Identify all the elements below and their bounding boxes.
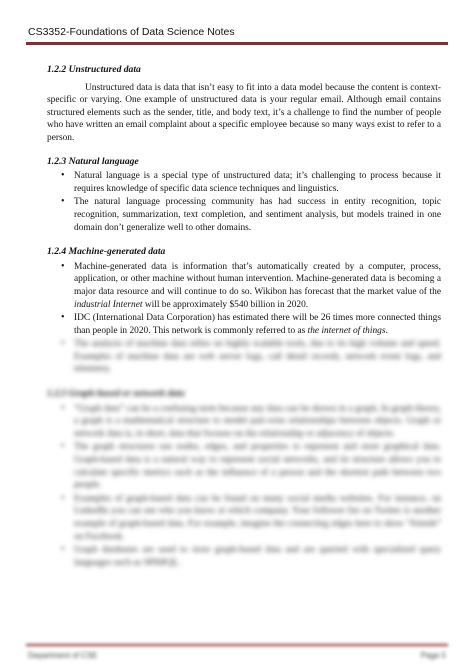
section-heading: 1.2.4 Machine-generated data [47, 246, 166, 258]
bullet-list [47, 403, 441, 570]
list-item: • Natural language is a special type of unstructured data; it’s challenging to process because it requires knowledge of specific data science techniques and linguistics. [74, 170, 441, 195]
text-run: IDC (International Data Corporation) has estimated there will be 26 times more connected things than people in 2020. This network is commonly referred to as [74, 313, 441, 336]
section-unstructured-data [47, 64, 441, 145]
text-run: . [385, 325, 388, 336]
section-heading: 1.2.5 Graph-based or network data [47, 388, 185, 400]
list-item [74, 312, 441, 337]
paragraph: Unstructured data is data that isn’t easy to fit into a data model because the content is context-specific or varying. One example of unstructured data is your regular email. Although email contains structured elements such as the sender, title, and body text, it’s a challenge to find the number of people who have written an email complaint about a specific employee because so many ways exist to refer to a person. [47, 82, 441, 143]
header-rule [26, 42, 448, 45]
text-run: will be approximately $540 billion in 2020. [142, 299, 309, 310]
page-footer [28, 651, 446, 663]
list-item [74, 261, 441, 311]
bullet-list [47, 170, 441, 234]
list-item-blurred: • The analysis of machine data relies on highly scalable tools, due to its high volume and speed. Examples of machine data are web server logs, call detail records, network event logs, and telemetry. [74, 338, 441, 376]
list-item: • The natural language processing community has had success in entity recognition, topic recognition, summarization, text completion, and sentiment analysis, but models trained in one domain don’t generalize well to other domains. [74, 196, 441, 234]
list-item: • Graph databases are used to store graph-based data and are queried with specialized query languages such as SPARQL. [74, 544, 441, 569]
section-heading: 1.2.3 Natural language [47, 155, 139, 167]
list-item: • “Graph data” can be a confusing term because any data can be shown in a graph. In graph theory, a graph is a mathematical structure to model pair-wise relationships between objects. Graph or network data is, in short, data that focuses on the relationship or adjacency of objects. [74, 403, 441, 441]
section-heading: 1.2.2 Unstructured data [47, 64, 141, 75]
document-body [47, 64, 441, 570]
section-machine-generated-data [47, 246, 441, 376]
footer-page-number: Page 5 [420, 651, 446, 660]
list-item: • The graph structures use nodes, edges, and properties to represent and store graphical data. Graph-based data is a natural way to represent social networks, and its structure allows you to calculate specific metrics such as the influence of a person and the shortest path between two people. [74, 441, 441, 491]
page-header-title: CS3352-Foundations of Data Science Notes [28, 26, 235, 38]
emphasis-text: industrial Internet [74, 299, 143, 310]
footer-rule [26, 644, 448, 646]
text-run: Machine-generated data is information that’s automatically created by a computer, process, application, or other machine without human intervention. Machine-generated data is becoming a major data resource and will continue to do so. Wikibon has forecast that the market value of the [74, 261, 441, 297]
section-natural-language [47, 156, 441, 235]
bullet-list [47, 261, 441, 376]
footer-department: Department of CSE [28, 651, 98, 660]
list-item: • Examples of graph-based data can be found on many social media websites. For instance, on LinkedIn you can see who you know at which company. Your follower list on Twitter is another example of graph-based data. For example, imagine the connecting edges here to show “friends” on Facebook. [74, 493, 441, 543]
section-graph-data-blurred [47, 388, 441, 569]
emphasis-text: the internet of things [307, 325, 386, 336]
